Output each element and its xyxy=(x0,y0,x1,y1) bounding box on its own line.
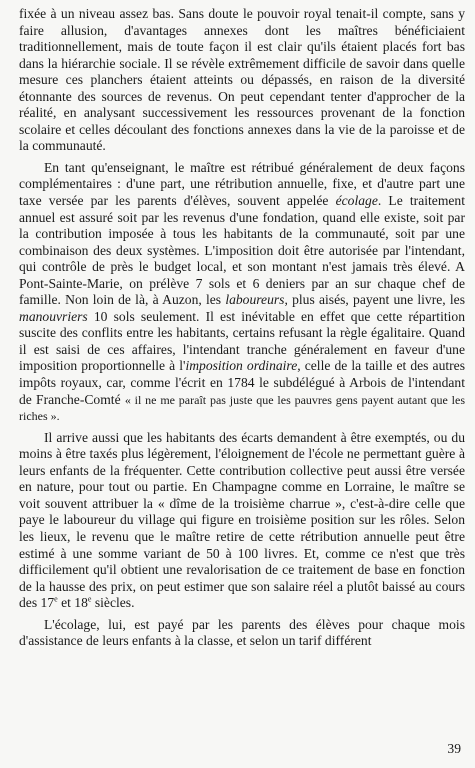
superscript: e xyxy=(87,594,92,604)
text-run: , celle de la taille et des autres impôts royaux, car, comme l'écrit en 1784 le subdélégué à Arbois de l'intendant de Franche-Comté xyxy=(19,358,466,407)
text-run: siècles. xyxy=(91,595,135,611)
text-run: L'écolage, lui, est payé par les parents des élèves pour chaque mois d'assistance de leurs enfants à la classe, et selon un tarif différent xyxy=(19,616,465,649)
superscript: e xyxy=(54,594,58,604)
page-number: 39 xyxy=(447,741,461,756)
italic-term: laboureurs xyxy=(225,292,285,308)
quotation: « il ne me paraît pas juste que les pauvres gens payent autant que les riches ». xyxy=(19,392,465,424)
paragraph-1 xyxy=(19,6,465,155)
text-run: fixée à un niveau assez bas. Sans doute le pouvoir royal tenait-il compte, sans y faire allusion, d'avantages annexes dont les maîtres bénéficiaient traditionnellement, mais de toute façon il est clair qu'ils étaient placés fort bas dans la hiérarchie sociale. Il se révèle extrêmement difficile de savoir dans quelle mesure ces planchers étaient atteints ou dépassés, en raison de la diversité étonnante des sources de revenus. On peut cependant tenter d'approcher de la réalité, en analysant successivement les ressources provenant de la fonction scolaire et celles découlant des fonctions annexes dans la vie de la paroisse et de la communauté. xyxy=(19,6,465,154)
text-run: 10 sols seulement. Il est inévitable en effet que cette répartition suscite des conflits entre les habitants, certains refusant la règle égalitaire. Quand il est saisi de ces affaires, l'intendant tranche généralement en faveur d'une imposition proportionnelle à l' xyxy=(19,308,465,374)
italic-term: écolage xyxy=(335,193,378,209)
paragraph-2 xyxy=(19,160,465,425)
text-run: . Le traitement annuel est assuré soit par les revenus d'une fondation, quand elle existe, soit par la contribution imposée à tous les habitants de la communauté, soit par une combinaison des deux systèmes. L'imposition doit être autorisée par l'intendant, qui contrôle de près le budget local, et son montant n'est jamais très élevé. A Pont-Sainte-Marie, on prélève 7 sols et 6 deniers par an sur chaque chef de famille. Non loin de là, à Auzon, les xyxy=(19,193,465,308)
paragraph-3 xyxy=(19,430,465,612)
italic-term: manouvriers xyxy=(19,308,88,324)
body-text xyxy=(19,6,465,650)
text-run: et 18 xyxy=(57,595,88,611)
italic-term: imposition ordinaire xyxy=(185,358,298,374)
text-run: Il arrive aussi que les habitants des écarts demandent à être exemptés, ou du moins à être taxés plus légèrement, l'éloignement de l'école ne permettant guère à leurs enfants de la fréquenter. Cette contribution collective peut aussi être versée en nature, pour tout ou partie. En Champagne comme en Lorraine, le maître se voit souvent attribuer la « dîme de la troisième charrue », c'est-à-dire celle que paye le laboureur du village qui figure en troisième position sur les rôles. Selon les lieux, le revenu que le maître retire de cette rétribution annuelle peut être estimé à une somme variant de 50 à 100 livres. Et, comme ce n'est que très difficilement qu'il obtient une revalorisation de ce traitement de base en fonction de la hausse des prix, on peut estimer que son salaire réel a plutôt baissé au cours des 17 xyxy=(19,429,465,611)
text-run: En tant qu'enseignant, le maître est rétribué généralement de deux façons complémentaires : d'une part, une rétribution annuelle, fixe, et d'autre part une taxe versée par les parents d'élèves, souvent appelée xyxy=(19,159,465,209)
paragraph-4 xyxy=(19,617,465,650)
text-run: , plus aisés, payent une livre, les xyxy=(284,292,465,308)
